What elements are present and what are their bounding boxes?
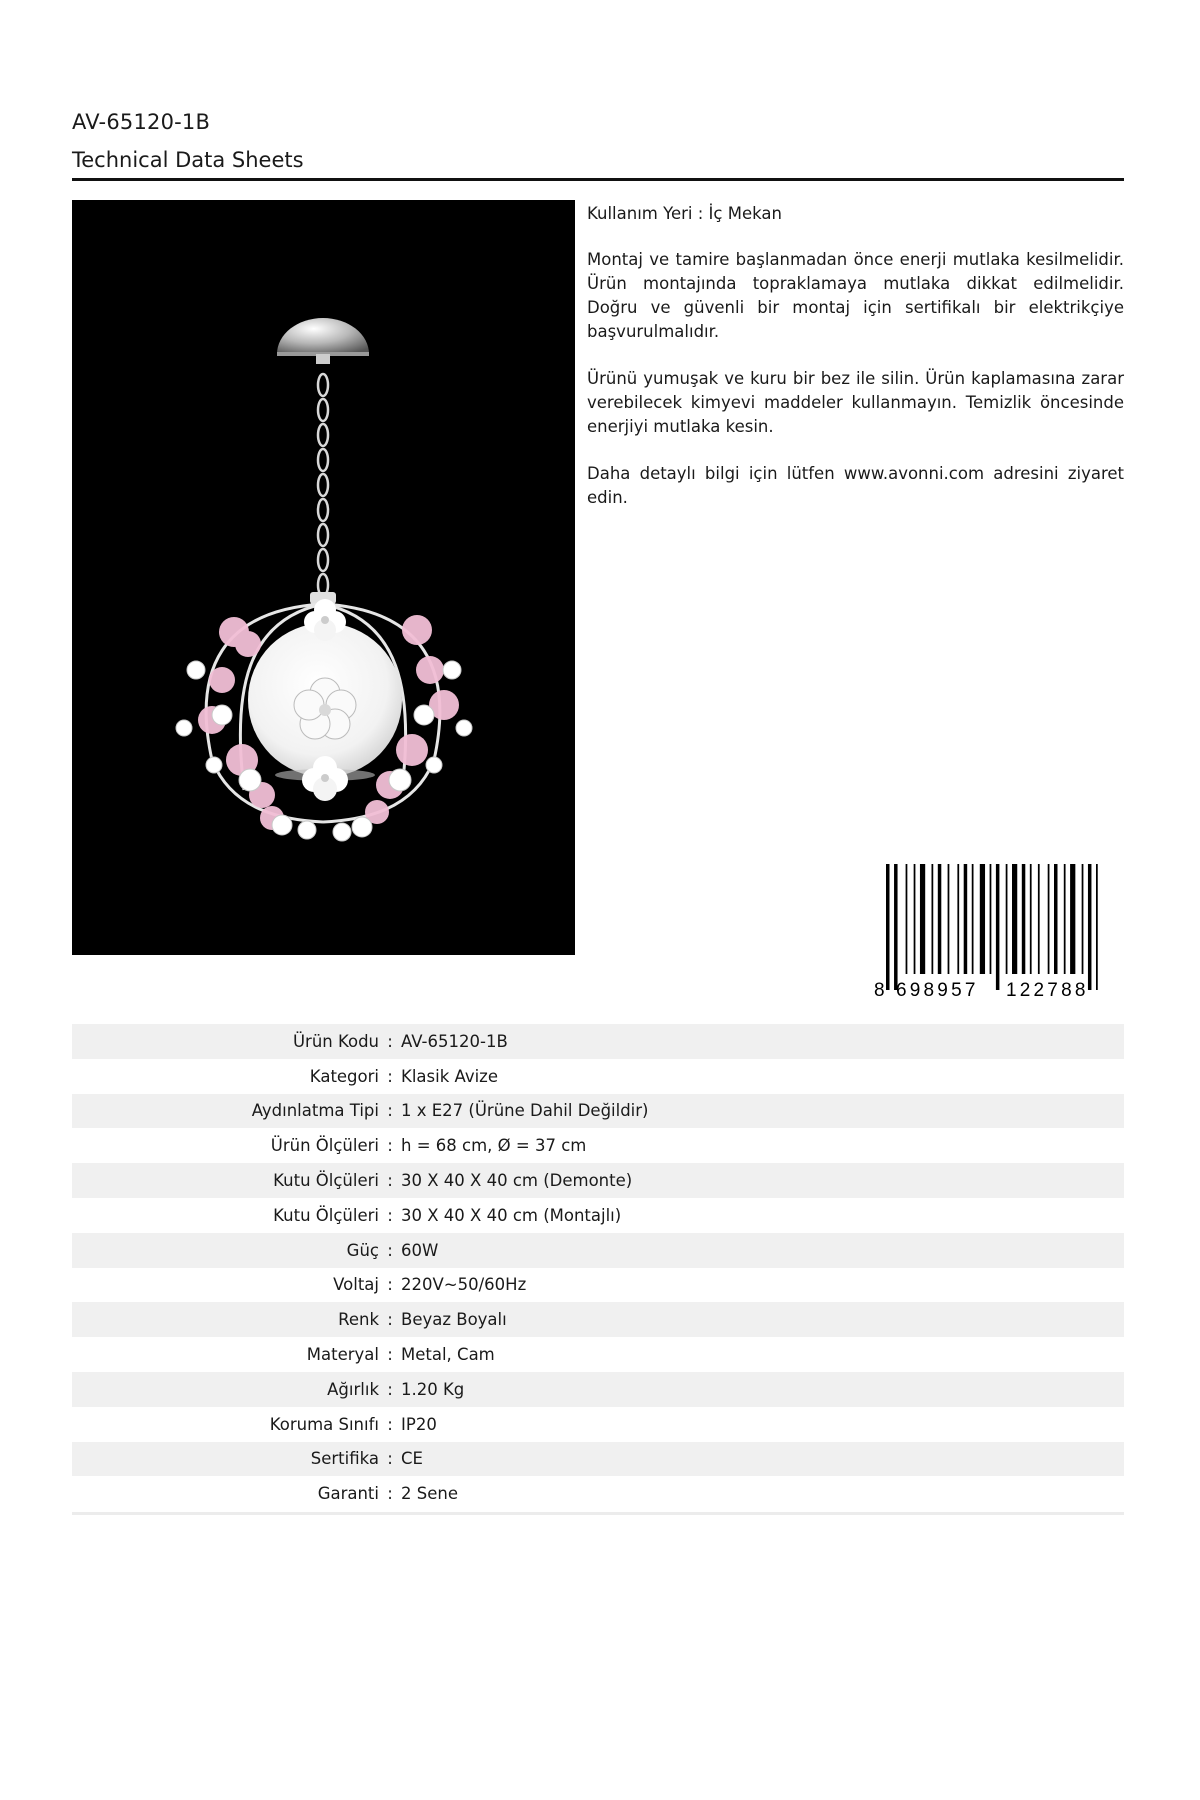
spec-separator: : xyxy=(387,1275,393,1295)
spec-row xyxy=(72,1233,1124,1268)
spec-row xyxy=(72,1476,1124,1511)
product-photo xyxy=(72,200,575,955)
barcode xyxy=(870,862,1126,1002)
spec-label: Voltaj xyxy=(333,1275,379,1295)
cleaning-paragraph: Ürünü yumuşak ve kuru bir bez ile silin. Ürün kaplamasına zarar verebilecek kimyevi maddeler kullanmayın. Temizlik öncesinde enerjiyi mutlaka kesin. xyxy=(587,369,1124,436)
document-subtitle: Technical Data Sheets xyxy=(72,148,304,172)
table-bottom-rule xyxy=(72,1512,1124,1515)
spec-label: Kutu Ölçüleri xyxy=(273,1171,379,1191)
spec-value: AV-65120-1B xyxy=(401,1031,508,1051)
spec-label: Aydınlatma Tipi xyxy=(251,1101,379,1121)
spec-value: 30 X 40 X 40 cm (Demonte) xyxy=(401,1171,633,1191)
barcode-left-group: 698957 xyxy=(896,980,979,1001)
spec-row xyxy=(72,1094,1124,1129)
spec-row xyxy=(72,1059,1124,1094)
spec-separator: : xyxy=(387,1031,393,1051)
spec-separator: : xyxy=(387,1449,393,1469)
spec-value: 60W xyxy=(401,1240,439,1260)
usage-location: Kullanım Yeri : İç Mekan xyxy=(587,204,782,223)
spec-label: Koruma Sınıfı xyxy=(269,1414,379,1434)
safety-paragraph: Montaj ve tamire başlanmadan önce enerji mutlaka kesilmelidir. Ürün montajında topraklamaya mutlaka dikkat edilmelidir. Doğru ve güvenli bir montaj için sertifikalı bir elektrikçiye başvurulmalıdır. xyxy=(587,250,1124,341)
spec-label: Ağırlık xyxy=(327,1379,379,1399)
website-paragraph: Daha detaylı bilgi için lütfen www.avonni.com adresini ziyaret edin. xyxy=(587,464,1124,507)
spec-value: 1 x E27 (Ürüne Dahil Değildir) xyxy=(401,1101,649,1121)
spec-value: Metal, Cam xyxy=(401,1345,495,1365)
spec-label: Kutu Ölçüleri xyxy=(273,1205,379,1225)
spec-value: 2 Sene xyxy=(401,1484,458,1504)
spec-row xyxy=(72,1372,1124,1407)
spec-label: Kategori xyxy=(309,1066,379,1086)
spec-row xyxy=(72,1337,1124,1372)
barcode-first-digit: 8 xyxy=(874,980,885,1001)
spec-table xyxy=(72,1024,1124,1511)
barcode-right-group: 122788 xyxy=(1006,980,1089,1001)
spec-separator: : xyxy=(387,1379,393,1399)
spec-separator: : xyxy=(387,1240,393,1260)
spec-row xyxy=(72,1442,1124,1477)
spec-value: CE xyxy=(401,1449,423,1469)
header-divider xyxy=(72,178,1124,181)
spec-label: Ürün Ölçüleri xyxy=(270,1136,379,1156)
info-panel xyxy=(587,202,1124,533)
spec-separator: : xyxy=(387,1136,393,1156)
spec-value: Beyaz Boyalı xyxy=(401,1310,507,1330)
spec-value: IP20 xyxy=(401,1414,437,1434)
spec-label: Materyal xyxy=(306,1345,379,1365)
spec-value: h = 68 cm, Ø = 37 cm xyxy=(401,1136,587,1156)
spec-separator: : xyxy=(387,1066,393,1086)
product-code-title: AV-65120-1B xyxy=(72,110,211,134)
spec-row xyxy=(72,1302,1124,1337)
spec-row xyxy=(72,1163,1124,1198)
spec-value: Klasik Avize xyxy=(401,1066,498,1086)
spec-row xyxy=(72,1407,1124,1442)
spec-row xyxy=(72,1128,1124,1163)
spec-separator: : xyxy=(387,1101,393,1121)
spec-label: Garanti xyxy=(317,1484,379,1504)
barcode-bars xyxy=(886,864,1098,990)
spec-separator: : xyxy=(387,1171,393,1191)
spec-separator: : xyxy=(387,1205,393,1225)
spec-separator: : xyxy=(387,1310,393,1330)
spec-separator: : xyxy=(387,1345,393,1365)
spec-separator: : xyxy=(387,1414,393,1434)
spec-separator: : xyxy=(387,1484,393,1504)
chandelier-illustration xyxy=(72,200,575,955)
spec-label: Ürün Kodu xyxy=(292,1031,379,1051)
spec-value: 1.20 Kg xyxy=(401,1379,465,1399)
spec-row xyxy=(72,1198,1124,1233)
spec-value: 220V~50/60Hz xyxy=(401,1275,527,1295)
spec-label: Renk xyxy=(338,1310,379,1330)
spec-row xyxy=(72,1268,1124,1303)
spec-value: 30 X 40 X 40 cm (Montajlı) xyxy=(401,1205,622,1225)
spec-row xyxy=(72,1024,1124,1059)
spec-label: Sertifika xyxy=(310,1449,379,1469)
spec-label: Güç xyxy=(346,1240,379,1260)
